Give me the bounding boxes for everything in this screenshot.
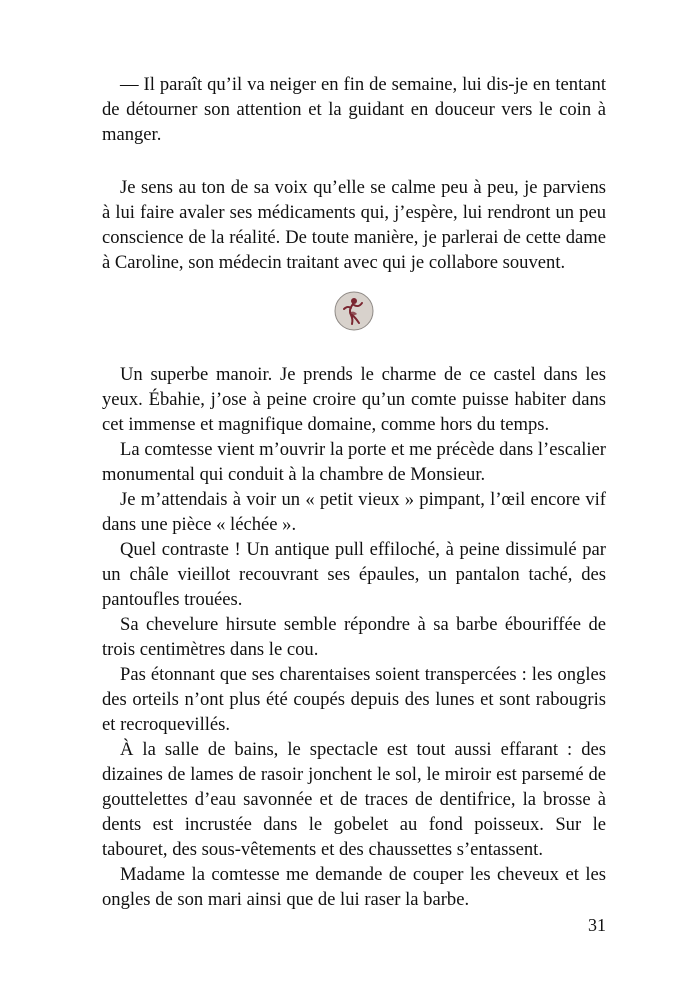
- page-body: [102, 72, 606, 912]
- dancer-ornament-icon: [333, 290, 375, 332]
- paragraph-gap: [102, 147, 606, 175]
- paragraph: — Il paraît qu’il va neiger en fin de semaine, lui dis-je en tentant de détourner son attention et la guidant en douceur vers le coin à manger.: [102, 74, 606, 145]
- paragraph: Sa chevelure hirsute semble répondre à sa barbe ébouriffée de trois centimètres dans le cou.: [102, 614, 606, 660]
- paragraph: Quel contraste ! Un antique pull effiloché, à peine dissimulé par un châle vieillot recouvrant ses épaules, un pantalon taché, des pantoufles trouées.: [102, 539, 606, 610]
- paragraph: À la salle de bains, le spectacle est tout aussi effarant : des dizaines de lames de rasoir jonchent le sol, le miroir est parsemé de gouttelettes d’eau savonnée et de traces de dentifrice, la brosse à dents est incrustée dans le gobelet au fond poisseux. Sur le tabouret, des sous-vêtements et des chaussettes s’entassent.: [102, 739, 606, 860]
- paragraph: Je sens au ton de sa voix qu’elle se calme peu à peu, je parviens à lui faire avaler ses médicaments qui, j’espère, lui rendront un peu conscience de la réalité. De toute manière, je parlerai de cette dame à Caroline, son médecin traitant avec qui je collabore souvent.: [102, 177, 606, 273]
- ornament-head: [351, 298, 357, 304]
- paragraph: Je m’attendais à voir un « petit vieux » pimpant, l’œil encore vif dans une pièce « léchée ».: [102, 489, 606, 535]
- paragraph: La comtesse vient m’ouvrir la porte et me précède dans l’escalier monumental qui conduit à la chambre de Monsieur.: [102, 439, 606, 485]
- page-number: 31: [588, 915, 606, 935]
- paragraph: Madame la comtesse me demande de couper les cheveux et les ongles de son mari ainsi que de lui raser la barbe.: [102, 864, 606, 910]
- paragraph: Un superbe manoir. Je prends le charme de ce castel dans les yeux. Ébahie, j’ose à peine croire qu’un comte puisse habiter dans cet immense et magnifique domaine, comme hors du temps.: [102, 364, 606, 435]
- paragraph: Pas étonnant que ses charentaises soient transpercées : les ongles des orteils n’ont plus été coupés depuis des lunes et sont rabougris et recroquevillés.: [102, 664, 606, 735]
- ornament-disc: [335, 292, 373, 330]
